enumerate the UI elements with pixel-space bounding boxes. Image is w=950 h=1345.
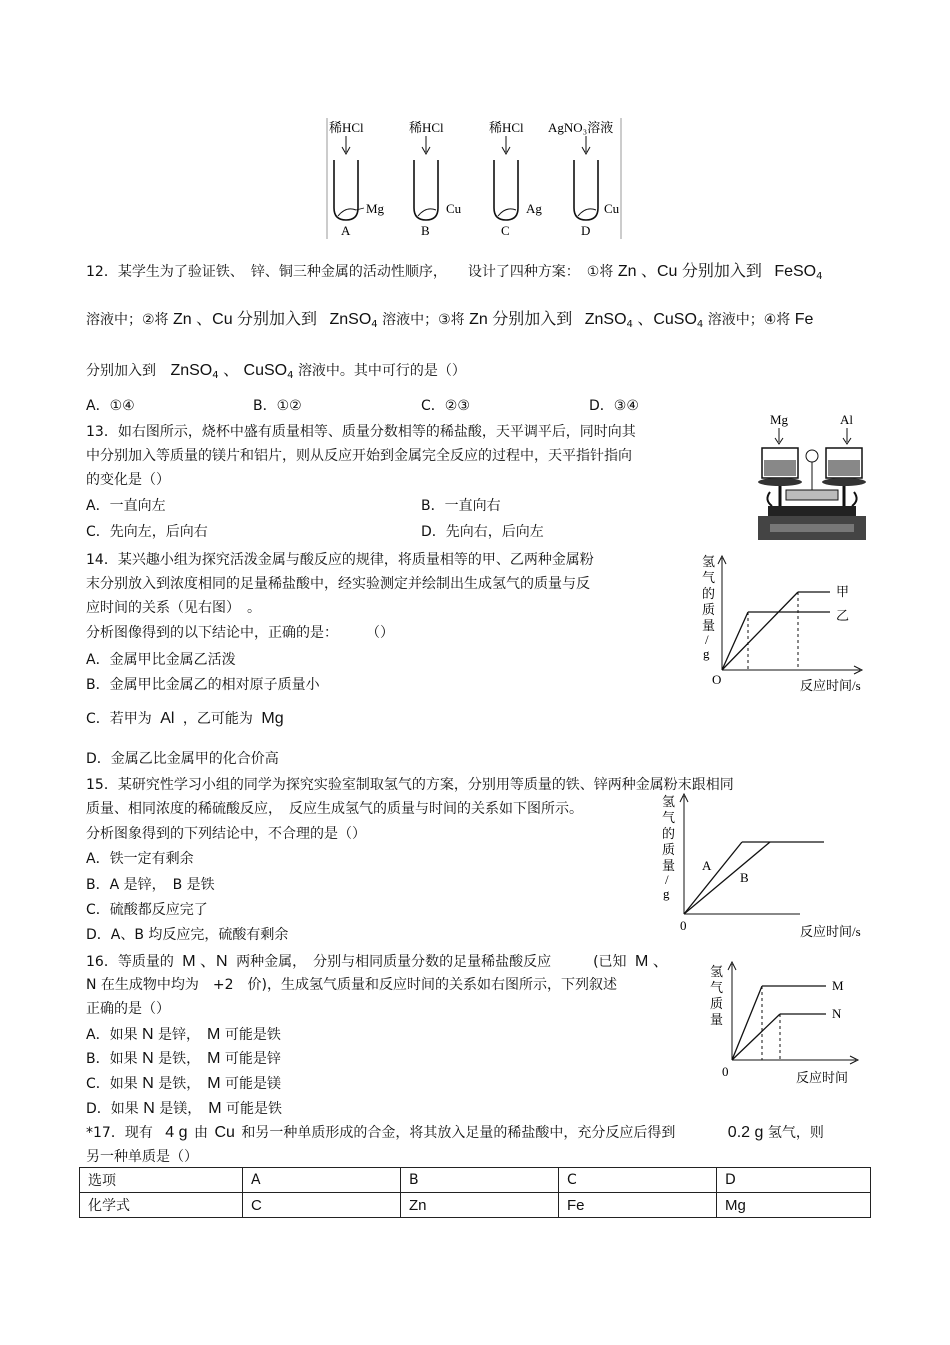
q14-series-jia: 甲 — [836, 584, 850, 599]
q12-option-d: D．③④ — [589, 398, 639, 414]
table-cell: 选项 — [80, 1168, 243, 1193]
svg-text:g: g — [663, 886, 670, 901]
svg-text:质: 质 — [702, 602, 716, 617]
tube-reagent: 稀HCl — [329, 120, 364, 135]
tube-b — [409, 120, 462, 238]
q12-line2: 溶液中；②将 Zn 、Cu 分别加入到 ZnSO$_4$ 溶液中；③将 Zn 分别加入到 ZnSO$_4$ 、CuSO$_4$ 溶液中；④将 Fe — [86, 311, 814, 330]
table-row — [80, 1193, 871, 1218]
tube-a — [329, 120, 385, 238]
table-cell: 化学式 — [80, 1193, 243, 1218]
q16-line3: 正确的是（） — [86, 1001, 170, 1017]
q13-option-c: C．先向左，后向右 — [86, 524, 208, 540]
q14-option-a: A．金属甲比金属乙活泼 — [86, 652, 236, 668]
q14-series-yi: 乙 — [836, 608, 850, 623]
q14-option-b: B．金属甲比金属乙的相对原子质量小 — [86, 677, 320, 693]
q14-line2: 末分别放入到浓度相同的足量稀盐酸中，经实验测定并绘制出生成氢气的质量与反 — [86, 576, 590, 592]
table-cell: C — [243, 1193, 401, 1218]
svg-text:/: / — [665, 872, 669, 887]
q14-line3: 应时间的关系（见右图） 。 — [86, 600, 261, 616]
table-cell: A — [243, 1168, 401, 1193]
tube-reagent: 稀HCl — [489, 120, 524, 135]
q15-option-c: C．硫酸都反应完了 — [86, 902, 208, 918]
q16-option-d: D．如果 N 是镁， M 可能是铁 — [86, 1100, 283, 1117]
table-cell: B — [401, 1168, 559, 1193]
tube-c — [489, 120, 542, 238]
q16-series-m: M — [832, 978, 844, 993]
table-row — [80, 1168, 871, 1193]
q14-graph — [700, 550, 872, 695]
q14-ylabel — [702, 554, 715, 661]
q16-graph — [706, 960, 872, 1090]
q12-line1: 12．某学生为了验证铁、 锌、铜三种金属的活动性顺序， 设计了四种方案： ①将 Zn 、Cu 分别加入到 FeSO$_4$ — [86, 263, 823, 282]
q14-line4: 分析图像得到的以下结论中，正确的是： （） — [86, 625, 394, 641]
q16-origin: 0 — [722, 1064, 729, 1079]
q15-line1: 15．某研究性学习小组的同学为探究实验室制取氢气的方案，分别用等质量的铁、锌两种金属粉末跟相同 — [86, 777, 734, 793]
q16-xlabel: 反应时间 — [796, 1070, 849, 1085]
q17-line2: 另一种单质是（） — [86, 1149, 198, 1165]
tube-label: A — [341, 223, 351, 238]
q15-ylabel — [662, 794, 675, 901]
svg-text:量: 量 — [702, 618, 716, 633]
svg-text:氢: 氢 — [710, 964, 724, 979]
q13-line2: 中分别加入等质量的镁片和铝片，则从反应开始到金属完全反应的过程中，天平指针指向 — [86, 448, 632, 464]
tube-reagent: 稀HCl — [409, 120, 444, 135]
balance-label-al: Al — [840, 412, 853, 427]
tube-metal: Ag — [526, 201, 542, 216]
svg-text:/: / — [705, 632, 709, 647]
svg-text:的: 的 — [702, 586, 716, 601]
q12-line3: 分别加入到 ZnSO$_4$ 、 CuSO$_4$ 溶液中。其中可行的是（） — [86, 362, 466, 381]
test-tubes-figure — [322, 116, 624, 241]
table-cell: Mg — [717, 1193, 871, 1218]
q15-line2: 质量、相同浓度的稀硫酸反应， 反应生成氢气的质量与时间的关系如下图所示。 — [86, 801, 583, 817]
svg-text:质: 质 — [710, 996, 724, 1011]
q16-line2: N 在生成物中均为 +2 价)，生成氢气质量和反应时间的关系如右图所示，下列叙述 — [86, 977, 618, 993]
tube-metal: Mg — [366, 201, 385, 216]
q14-option-c: C．若甲为 Al ，乙可能为 Mg — [86, 710, 284, 727]
q13-option-b: B．一直向右 — [421, 498, 501, 514]
balance-figure — [750, 408, 872, 548]
svg-text:气: 气 — [702, 570, 716, 585]
svg-text:的: 的 — [662, 826, 676, 841]
tube-label: D — [581, 223, 591, 238]
q15-xlabel: 反应时间/s — [800, 924, 861, 939]
tube-label: C — [501, 223, 510, 238]
q13-option-a: A．一直向左 — [86, 498, 166, 514]
svg-text:氢: 氢 — [662, 794, 676, 809]
svg-text:气: 气 — [710, 980, 724, 995]
q15-graph — [660, 790, 872, 942]
q13-line3: 的变化是（） — [86, 472, 170, 488]
svg-text:量: 量 — [710, 1012, 724, 1027]
q16-ylabel — [710, 964, 723, 1027]
q16-option-c: C．如果 N 是铁， M 可能是镁 — [86, 1075, 282, 1092]
q12-option-a: A．①④ — [86, 398, 135, 414]
balance-label-mg: Mg — [770, 412, 789, 427]
q14-xlabel: 反应时间/s — [800, 678, 861, 693]
q12-option-c: C．②③ — [421, 398, 470, 414]
q16-line1: 16．等质量的 M 、N 两种金属， 分别与相同质量分数的足量稀盐酸反应 (已知 M 、 — [86, 953, 669, 970]
tube-metal: Cu — [446, 201, 462, 216]
q13-line1: 13．如右图所示，烧杯中盛有质量相等、质量分数相等的稀盐酸，天平调平后，同时向其 — [86, 424, 636, 440]
q17-line1: *17．现有 4 g 由 Cu 和另一种单质形成的合金，将其放入足量的稀盐酸中，充分反应后得到 0.2 g 氢气，则 — [86, 1124, 824, 1141]
q16-option-a: A．如果 N 是锌， M 可能是铁 — [86, 1026, 281, 1043]
table-cell: D — [717, 1168, 871, 1193]
q15-series-b: B — [740, 870, 749, 885]
svg-text:量: 量 — [662, 858, 676, 873]
table-cell: Fe — [559, 1193, 717, 1218]
q15-series-a: A — [702, 858, 712, 873]
tube-label: B — [421, 223, 430, 238]
q14-line1: 14．某兴趣小组为探究活泼金属与酸反应的规律，将质量相等的甲、乙两种金属粉 — [86, 552, 594, 568]
svg-text:氢: 氢 — [702, 554, 716, 569]
q17-choice-table — [79, 1167, 871, 1218]
table-cell: Zn — [401, 1193, 559, 1218]
q15-option-b: B．A 是锌， B 是铁 — [86, 877, 215, 893]
q15-option-d: D．A、B 均反应完，硫酸有剩余 — [86, 927, 289, 943]
q15-origin: 0 — [680, 918, 687, 933]
svg-text:g: g — [703, 646, 710, 661]
tube-reagent: AgNO₃溶液 — [548, 120, 614, 135]
q15-option-a: A．铁一定有剩余 — [86, 851, 194, 867]
q16-option-b: B．如果 N 是铁， M 可能是锌 — [86, 1050, 281, 1067]
q13-option-d: D．先向右，后向左 — [421, 524, 544, 540]
tube-d — [548, 120, 620, 238]
q14-option-d: D．金属乙比金属甲的化合价高 — [86, 751, 279, 767]
q12-option-b: B．①② — [253, 398, 302, 414]
table-cell: C — [559, 1168, 717, 1193]
q16-series-n: N — [832, 1006, 842, 1021]
tube-metal: Cu — [604, 201, 620, 216]
svg-text:气: 气 — [662, 810, 676, 825]
svg-text:质: 质 — [662, 842, 676, 857]
q15-line3: 分析图象得到的下列结论中，不合理的是（） — [86, 826, 366, 842]
q14-origin: O — [712, 672, 722, 687]
